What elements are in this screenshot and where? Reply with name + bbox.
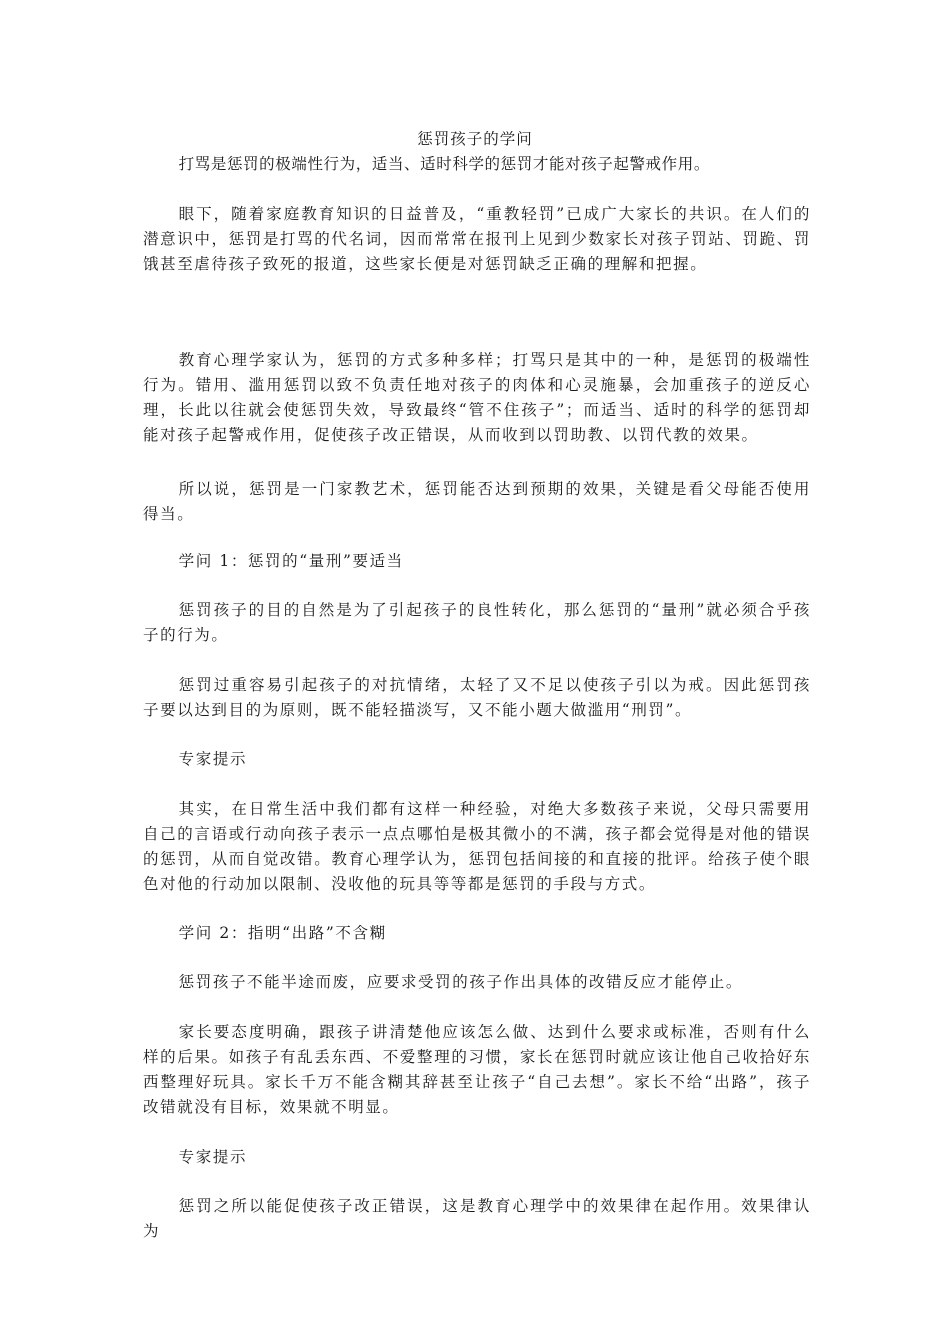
- paragraph: 眼下，随着家庭教育知识的日益普及，“重教轻罚”已成广大家长的共识。在人们的潜意识中，惩罚是打骂的代名词，因而常常在报刊上见到少数家长对孩子罚站、罚跪、罚饿甚至虐待孩子致死的报道，这些家长便是对惩罚缺乏正确的理解和把握。: [143, 205, 811, 273]
- body-section: [143, 477, 811, 527]
- expert-tip-label: 专家提示: [178, 1148, 248, 1166]
- paragraph: 家长要态度明确，跟孩子讲清楚他应该怎么做、达到什么要求或标准，否则有什么样的后果。如孩子有乱丢东西、不爱整理的习惯，家长在惩罚时就应该让他自己收拾好东西整理好玩具。家长千万不能含糊其辞甚至让孩子“自己去想”。家长不给“出路”，孩子改错就没有目标，效果就不明显。: [143, 1023, 811, 1116]
- paragraph: 打骂是惩罚的极端性行为，适当、适时科学的惩罚才能对孩子起警戒作用。: [178, 155, 710, 173]
- body-section: [143, 598, 811, 648]
- body-section: [143, 348, 811, 448]
- section-heading: [143, 921, 811, 946]
- body-section: [143, 797, 811, 897]
- paragraph: 教育心理学家认为，惩罚的方式多种多样；打骂只是其中的一种，是惩罚的极端性行为。错用、滥用惩罚以致不负责任地对孩子的肉体和心灵施暴，会加重孩子的逆反心理，长此以往就会使惩罚失效，导致最终“管不住孩子”；而适当、适时的科学的惩罚却能对孩子起警戒作用，促使孩子改正错误，从而收到以罚助教、以罚代教的效果。: [143, 351, 811, 444]
- body-section: [143, 202, 811, 277]
- section-heading: [143, 549, 811, 574]
- paragraph: 所以说，惩罚是一门家教艺术，惩罚能否达到预期的效果，关键是看父母能否使用得当。: [143, 480, 811, 523]
- body-section: [143, 1020, 811, 1120]
- section-heading-2: 学问 2：指明“出路”不含糊: [178, 924, 387, 942]
- document-title: 惩罚孩子的学问: [417, 130, 533, 148]
- body-section: [143, 1194, 811, 1244]
- paragraph: 惩罚之所以能促使孩子改正错误，这是教育心理学中的效果律在起作用。效果律认为: [143, 1197, 811, 1240]
- body-section: [143, 673, 811, 723]
- paragraph: 其实，在日常生活中我们都有这样一种经验，对绝大多数孩子来说，父母只需要用自己的言语或行动向孩子表示一点点哪怕是极其微小的不满，孩子都会觉得是对他的错误的惩罚，从而自觉改错。教育心理学认为，惩罚包括间接的和直接的批评。给孩子使个眼色对他的行动加以限制、没收他的玩具等等都是惩罚的手段与方式。: [143, 800, 811, 893]
- expert-tip-heading: [143, 747, 811, 772]
- paragraph: 惩罚过重容易引起孩子的对抗情绪，太轻了又不足以使孩子引以为戒。因此惩罚孩子要以达到目的为原则，既不能轻描淡写，又不能小题大做滥用“刑罚”。: [143, 676, 811, 719]
- paragraph: 惩罚孩子的目的自然是为了引起孩子的良性转化，那么惩罚的“量刑”就必须合乎孩子的行为。: [143, 601, 811, 644]
- expert-tip-label: 专家提示: [178, 750, 248, 768]
- intro-summary: [143, 152, 811, 177]
- section-heading-1: 学问 1：惩罚的“量刑”要适当: [178, 552, 404, 570]
- expert-tip-heading: [143, 1145, 811, 1170]
- paragraph: 惩罚孩子不能半途而废，应要求受罚的孩子作出具体的改错反应才能停止。: [178, 973, 743, 991]
- body-section: [143, 970, 811, 995]
